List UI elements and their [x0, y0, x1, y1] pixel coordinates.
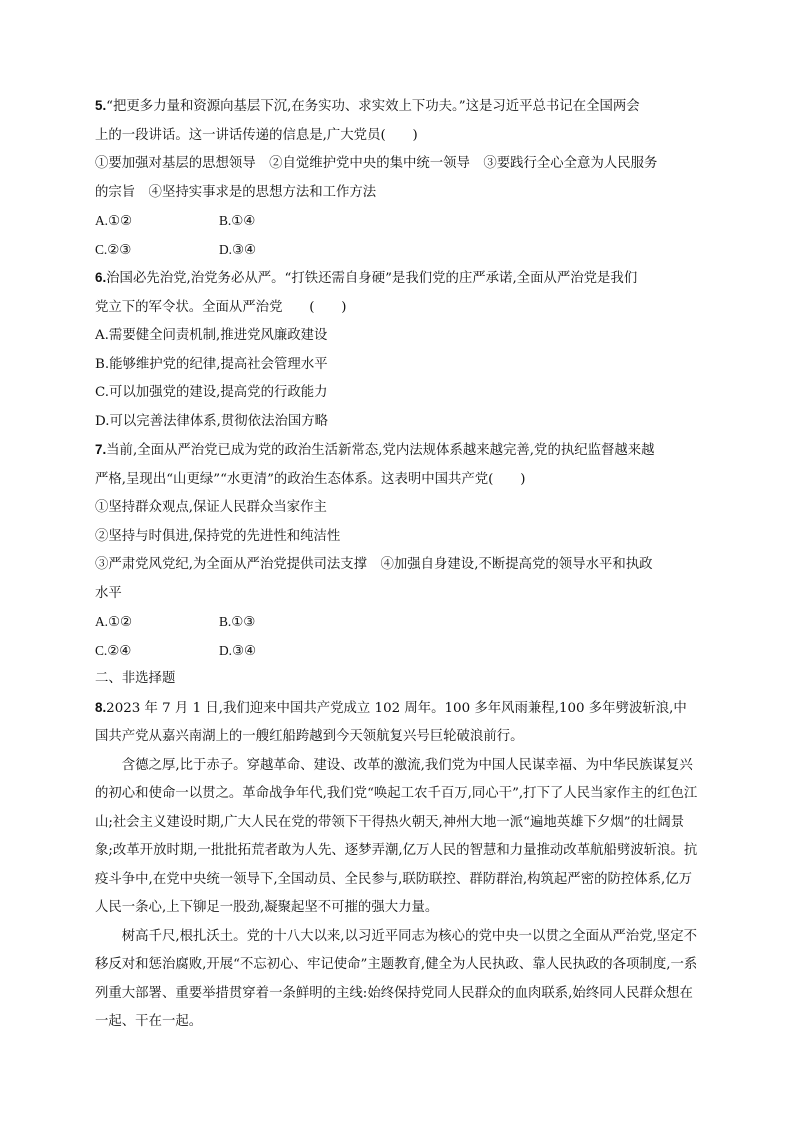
q6-option-a: A.需要健全问责机制,推进党风廉政建设	[95, 328, 328, 343]
q8-number: 8.	[95, 699, 107, 715]
q7-option-c: C.②④	[95, 642, 132, 658]
q7-stem-line2: 严格,呈现出“山更绿”“水更清”的政治生态体系。这表明中国共产党( )	[95, 471, 526, 487]
q5-stem-line2: 上的一段讲话。这一讲话传递的信息是,广大党员( )	[95, 127, 418, 143]
q5-option-c: C.②③	[95, 241, 132, 257]
q5-number: 5.	[95, 98, 107, 113]
q8-material-paragraph-2: 树高千尺,根扎沃土。党的十八大以来,以习近平同志为核心的党中央一以贯之全面从严治党,坚定不移反对和惩治腐败,开展“不忘初心、牢记使命”主题教育,健全为人民执政、靠人民执政的各项制度,一系列重大部署、重要举措贯穿着一条鲜明的主线:始终保持党同人民群众的血肉联系,始终同人民群众想在一起、干在一起。	[95, 928, 698, 1029]
q8-stem-line1: 8.2023 年 7 月 1 日,我们迎来中国共产党成立 102 周年。100 多年风雨兼程,100 多年劈波斩浪,中	[95, 699, 687, 716]
q7-option-a: A.①②	[95, 614, 133, 629]
q5-statements-line1: ①要加强对基层的思想领导 ②自觉维护党中央的集中统一领导 ③要践行全心全意为人民服务	[95, 156, 658, 171]
q5-statements-line2: 的宗旨 ④坚持实事求是的思想方法和工作方法	[95, 184, 377, 200]
q6-stem-line1: 6.治国必先治党,治党务必从严。“打铁还需自身硬”是我们党的庄严承诺,全面从严治党是我们	[95, 270, 638, 286]
q7-option-d: D.③④	[219, 642, 257, 658]
q6-number: 6.	[95, 270, 107, 285]
section-heading: 二、非选择题	[95, 671, 176, 686]
q7-options-row1	[95, 608, 700, 637]
q8-stem-line2: 国共产党从嘉兴南湖上的一艘红船跨越到今天领航复兴号巨轮破浪前行。	[95, 729, 524, 744]
q7-options-row2	[95, 637, 700, 666]
q7-statement-2: ②坚持与时俱进,保持党的先进性和纯洁性	[95, 528, 341, 544]
q7-statement-1: ①坚持群众观点,保证人民群众当家作主	[95, 500, 327, 515]
q7-stem-line1: 7.当前,全面从严治党已成为党的政治生活新常态,党内法规体系越来越完善,党的执纪监督越来越	[95, 442, 655, 458]
q6-stem-line2: 党立下的军令状。全面从严治党 ( )	[95, 299, 347, 315]
q7-statement-4-cont: 水平	[95, 585, 122, 601]
q7-option-b: B.①③	[219, 614, 256, 629]
q6-option-b: B.能够维护党的纪律,提高社会管理水平	[95, 356, 328, 372]
q8-material-paragraph-1: 含德之厚,比于赤子。穿越革命、建设、改革的激流,我们党为中国人民谋幸福、为中华民族谋复兴的初心和使命一以贯之。革命战争年代,我们党“唤起工农千百万,同心干”,打下了人民当家作主的红色江山;社会主义建设时期,广大人民在党的带领下干得热火朝天,神州大地一派“遍地英雄下夕烟”的壮阔景象;改革开放时期,一批批拓荒者敢为人先、逐梦弄潮,亿万人民的智慧和力量推动改革航船劈波斩浪。抗疫斗争中,在党中央统一领导下,全国动员、全民参与,联防联控、群防群治,构筑起严密的防控体系,亿万人民一条心,上下铆足一股劲,凝聚起坚不可摧的强大力量。	[95, 757, 698, 915]
q5-option-d: D.③④	[219, 241, 257, 257]
q5-options-row2	[95, 236, 700, 265]
q5-options-row1	[95, 207, 700, 236]
q5-option-a: A.①②	[95, 213, 133, 228]
q6-option-d: D.可以完善法律体系,贯彻依法治国方略	[95, 413, 329, 429]
q5-option-b: B.①④	[219, 213, 256, 228]
q7-number: 7.	[95, 442, 107, 457]
q7-statement-3-4: ③严肃党风党纪,为全面从严治党提供司法支撑 ④加强自身建设,不断提高党的领导水平和执政	[95, 557, 653, 572]
document-page	[95, 92, 700, 1037]
q5-stem-line1: 5.“把更多力量和资源向基层下沉,在务实功、求实效上下功夫。”这是习近平总书记在全国两会	[95, 98, 640, 114]
q6-option-c: C.可以加强党的建设,提高党的行政能力	[95, 385, 328, 400]
